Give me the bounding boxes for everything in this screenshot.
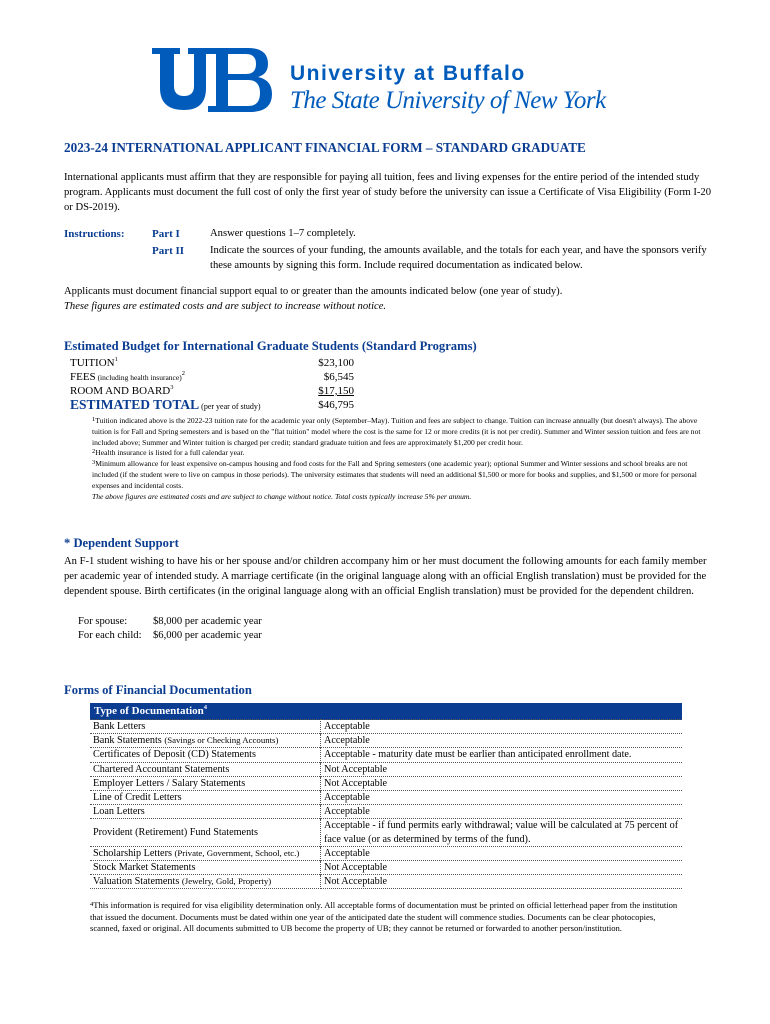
- documentation-footnote: [90, 900, 680, 935]
- child-value: $6,000 per academic year: [153, 630, 262, 641]
- tuition-label-text: TUITION: [70, 357, 115, 369]
- doc-type-cell: Certificates of Deposit (CD) Statements: [90, 748, 321, 762]
- dependent-heading: * Dependent Support: [64, 536, 179, 550]
- doc-status-cell: Acceptable - if fund permits early withdrawal; value will be calculated at 75 percent of face value (or as determined by terms of the fund).: [321, 819, 683, 846]
- spouse-amount-row: [78, 616, 262, 627]
- ub-logo-mark: [150, 44, 275, 116]
- estimated-total-value: $46,795: [318, 399, 354, 411]
- table-header-footnote-ref: 4: [203, 704, 208, 711]
- instructions-label: Instructions:: [64, 228, 125, 240]
- table-row: [90, 805, 682, 819]
- footnote-italic: The above figures are estimated costs and are subject to change without notice. Total costs typically increase 5% per annum.: [92, 491, 472, 501]
- estimated-total-label: [70, 397, 260, 413]
- doc-type-cell: Provident (Retirement) Fund Statements: [90, 819, 321, 846]
- part2-label: Part II: [152, 245, 185, 257]
- page-title: 2023-24 INTERNATIONAL APPLICANT FINANCIAL FORM – STANDARD GRADUATE: [64, 140, 586, 155]
- doc-status-cell: Not Acceptable: [321, 762, 683, 776]
- logo-subtitle: The State University of New York: [290, 87, 606, 114]
- table-row: [90, 748, 682, 762]
- doc-status-cell: Not Acceptable: [321, 861, 683, 875]
- doc-type-cell: Scholarship Letters (Private, Government, School, etc.): [90, 846, 321, 860]
- doc-status-cell: Acceptable: [321, 734, 683, 748]
- room-label: [70, 385, 174, 397]
- estimated-total-note: (per year of study): [199, 402, 261, 411]
- room-label-text: ROOM AND BOARD: [70, 385, 171, 397]
- table-row: [90, 776, 682, 790]
- footnote-3: 3Minimum allowance for least expensive on-campus housing and food costs for the Fall and Spring semesters (one academic year); optional Summer and Winter sessions and school breaks are not included (if the student were to live on campus in those periods). The university estimates that students will need an additional $1,500 or more for books and supplies, and $1,500 or more for personal expenses and incidental costs.: [92, 459, 697, 490]
- part2-text: Indicate the sources of your funding, the amounts available, and the totals for each year, and have the sponsors verify these amounts by signing this form. Include required documentation as indicated below.: [210, 245, 707, 271]
- doc-type-cell: Loan Letters: [90, 805, 321, 819]
- budget-footnotes: [92, 416, 714, 502]
- dependent-text: An F-1 student wishing to have his or her spouse and/or children accompany him or her must document the following amounts for each family member per academic year of intended study. A marriage certificate (in the original language along with an official English translation) must be provided for the dependent spouse. Birth certificates (in the original language along with an official English translation) must be provided for the dependent children.: [64, 556, 707, 598]
- logo-university-name: University at Buffalo: [290, 62, 526, 85]
- documentation-heading: Forms of Financial Documentation: [64, 683, 252, 697]
- child-label: For each child:: [78, 630, 142, 641]
- footnote-2: 2Health insurance is listed for a full calendar year.: [92, 448, 245, 458]
- table-header: [90, 703, 682, 720]
- footnote-1: 1Tuition indicated above is the 2022-23 tuition rate for the academic year only (September–May). Tuition and fees are subject to change. Tuition can increase annually (but doesn't always). The above tuition is for Fall and Spring semesters and is based on the "flat tuition" model where the cost is the same for 12 or more credits (it is not per credit). Summer and Winter session tuition and fees are not included above; Summer and Winter tuition is charged per credit; standard graduate tuition and fees are approximately $1,200 per credit hour.: [92, 416, 701, 447]
- doc-status-cell: Acceptable - maturity date must be earlier than anticipated enrollment date.: [321, 748, 683, 762]
- support-note: [64, 284, 714, 314]
- spouse-value: $8,000 per academic year: [153, 616, 262, 627]
- room-value: $17,150: [318, 385, 354, 397]
- room-footnote-ref: 3: [170, 384, 174, 391]
- doc-type-cell: Bank Letters: [90, 720, 321, 734]
- spouse-label: For spouse:: [78, 616, 128, 627]
- doc-type-cell: Line of Credit Letters: [90, 791, 321, 805]
- doc-status-cell: Acceptable: [321, 846, 683, 860]
- child-amount-row: [78, 630, 262, 641]
- part1-text: Answer questions 1–7 completely.: [210, 228, 356, 239]
- footnote-1-text: Tuition indicated above is the 2022-23 tuition rate for the academic year only (September–May). Tuition and fees are subject to change. Tuition can increase annually (but doesn't always). The above tuition is for Fall and Spring semesters and is based on the "flat tuition" model where the cost is the same for 12 or more credits (it is not per credit). Summer and Winter session tuition and fees are not included above; Summer and Winter tuition is charged per credit; standard graduate tuition and fees are approximately $1,200 per credit hour.: [92, 416, 701, 447]
- doc-status-cell: Acceptable: [321, 791, 683, 805]
- table-row: [90, 875, 682, 889]
- tuition-value: $23,100: [318, 357, 354, 369]
- table-header-text: Type of Documentation: [94, 705, 204, 717]
- doc-type-cell: Employer Letters / Salary Statements: [90, 776, 321, 790]
- table-header-row: [90, 703, 682, 720]
- doc-type-cell: Chartered Accountant Statements: [90, 762, 321, 776]
- fees-label-text: FEES: [70, 371, 96, 383]
- tuition-label: [70, 357, 118, 369]
- table-row: [90, 861, 682, 875]
- estimated-total-text: ESTIMATED TOTAL: [70, 397, 200, 412]
- tuition-footnote-ref: 1: [114, 356, 118, 363]
- doc-status-cell: Not Acceptable: [321, 875, 683, 889]
- documentation-table: [90, 703, 682, 889]
- fees-label: [70, 371, 185, 383]
- footnote-3-text: Minimum allowance for least expensive on-campus housing and food costs for the Fall and Spring semesters (one academic year); optional Summer and Winter sessions and school breaks are not included (if the student were to live on campus in those periods). The university estimates that students will need an additional $1,500 or more for books and supplies, and $1,500 or more for personal expenses and incidental costs.: [92, 459, 697, 490]
- documentation-footnote-text: This information is required for visa eligibility determination only. All acceptable forms of documentation must be printed on official letterhead paper from the institution that issued the document. Documents must be dated within one year of the anticipated date the student will commence studies. Documents can be clear photocopies, scanned, faxed or original. All documents submitted to UB become the property of UB; they cannot be returned or forwarded to another person/institution.: [90, 900, 678, 934]
- fees-label-note: (including health insurance): [95, 373, 182, 382]
- documentation-footnote-ref: 4: [90, 901, 94, 908]
- budget-heading: Estimated Budget for International Graduate Students (Standard Programs): [64, 339, 477, 353]
- doc-type-cell: Stock Market Statements: [90, 861, 321, 875]
- doc-type-cell: Bank Statements (Savings or Checking Accounts): [90, 734, 321, 748]
- doc-status-cell: Not Acceptable: [321, 776, 683, 790]
- intro-paragraph: International applicants must affirm that they are responsible for paying all tuition, fees and living expenses for the entire period of the intended study program. Applicants must document the full cost of only the first year of study before the university can issue a Certificate of Visa Eligibility (Form I-20 or DS-2019).: [64, 172, 712, 213]
- part1-label: Part I: [152, 228, 180, 240]
- table-row: [90, 846, 682, 860]
- footnote-2-text: Health insurance is listed for a full calendar year.: [95, 448, 245, 458]
- support-note-italic: These figures are estimated costs and are subject to increase without notice.: [64, 301, 387, 312]
- table-row: [90, 720, 682, 734]
- fees-value: $6,545: [323, 371, 354, 383]
- doc-type-cell: Valuation Statements (Jewelry, Gold, Property): [90, 875, 321, 889]
- table-body: [90, 720, 682, 889]
- table-row: [90, 734, 682, 748]
- support-note-text: Applicants must document financial support equal to or greater than the amounts indicated below (one year of study).: [64, 286, 563, 297]
- doc-status-cell: Acceptable: [321, 720, 683, 734]
- doc-status-cell: Acceptable: [321, 805, 683, 819]
- fees-footnote-ref: 2: [181, 370, 185, 377]
- table-row: [90, 819, 682, 846]
- table-row: [90, 762, 682, 776]
- table-row: [90, 791, 682, 805]
